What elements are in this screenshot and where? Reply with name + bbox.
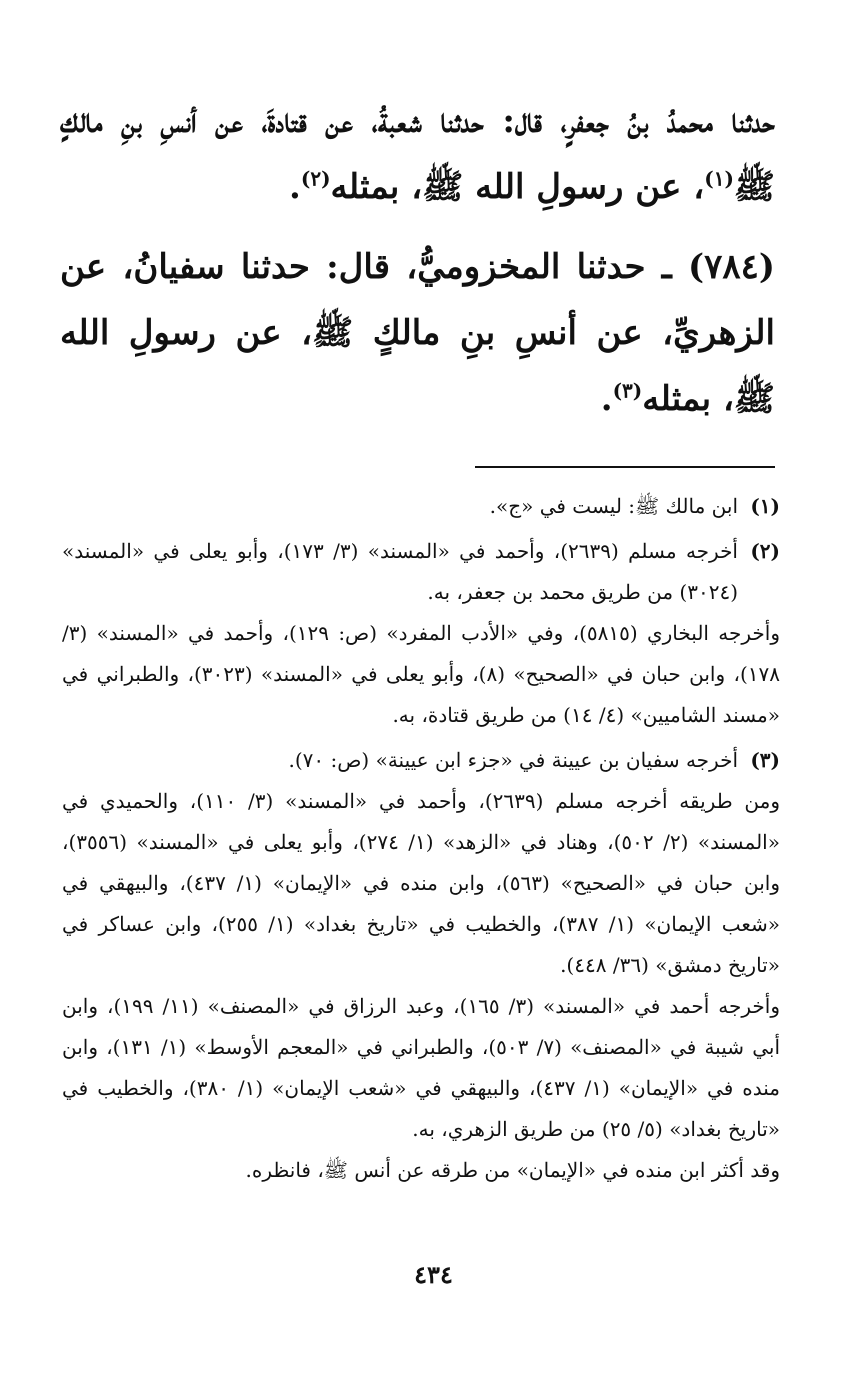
hadith-paragraph-784 bbox=[60, 234, 775, 432]
main-text bbox=[60, 88, 775, 432]
footnote-number: (٢) bbox=[750, 539, 780, 563]
hadith-1-text: حدثنا محمدُ بنُ جعفرٍ، قال: حدثنا شعبةُ، عن قتادةَ، عن أنسِ بنِ مالكٍ ﷺ bbox=[60, 101, 775, 207]
footnotes bbox=[62, 486, 780, 1195]
footnote-number: (١) bbox=[750, 494, 780, 518]
footnote-body bbox=[62, 740, 781, 1191]
footnote-paragraph: وأخرجه أحمد في «المسند» (٣/ ١٦٥)، وعبد الرزاق في «المصنف» (١١/ ١٩٩)، وابن أبي شيبة في «المصنف» (٧/ ٥٠٣)، والطبراني في «المعجم الأوسط» (١/ ١٣١)، وابن منده في «الإيمان» (١/ ٤٣٧)، والبيهقي في «شعب الإيمان» (١/ ٣٨٠)، والخطيب في «تاريخ بغداد» (٥/ ٢٥) من طريق الزهري، به. bbox=[62, 994, 781, 1141]
footnote-3 bbox=[62, 740, 780, 1191]
hadith-1-continuation: ، عن رسولِ الله ﷺ، بمثله bbox=[330, 167, 705, 207]
page-number: ٤٣٤ bbox=[414, 1260, 453, 1289]
hadith-paragraph-1 bbox=[60, 88, 775, 220]
footnote-paragraph: وأخرجه البخاري (٥٨١٥)، وفي «الأدب المفرد» (ص: ١٢٩)، وأحمد في «المسند» (٣/ ١٧٨)، وابن حبان في «الصحيح» (٨)، وأبو يعلى في «المسند» (٣٠٢٣)، والطبراني في «مسند الشاميين» (٤/ ١٤) من طريق قتادة، به. bbox=[62, 621, 780, 727]
footnote-ref-2: (٢) bbox=[300, 166, 331, 191]
footnote-paragraph: أخرجه سفيان بن عيينة في «جزء ابن عيينة» (ص: ٧٠). bbox=[288, 748, 738, 772]
footnote-2 bbox=[62, 531, 780, 736]
footnote-paragraph: وقد أكثر ابن منده في «الإيمان» من طرقه عن أنس ﷺ، فانظره. bbox=[245, 1158, 780, 1182]
footnote-body bbox=[62, 486, 738, 527]
footnote-separator bbox=[475, 466, 775, 468]
hadith-1-end: . bbox=[289, 167, 301, 207]
footnote-ref-1: (١) bbox=[704, 166, 734, 191]
footnote-paragraph: ابن مالك ﷺ: ليست في «ج». bbox=[489, 494, 738, 518]
footnote-ref-3: (٣) bbox=[612, 378, 643, 403]
hadith-784-text: (٧٨٤) ـ حدثنا المخزوميُّ، قال: حدثنا سفيانُ، عن الزهريِّ، عن أنسِ بنِ مالكٍ ﷺ، عن رسولِ الله ﷺ، بمثله bbox=[60, 247, 775, 419]
footnote-paragraph: ومن طريقه أخرجه مسلم (٢٦٣٩)، وأحمد في «المسند» (٣/ ١١٠)، والحميدي في «المسند» (٢/ ٥٠٢)، وهناد في «الزهد» (١/ ٢٧٤)، وأبو يعلى في «المسند» (٣٥٥٦)، وابن حبان في «الصحيح» (٥٦٣)، وابن منده في «الإيمان» (١/ ٤٣٧)، والبيهقي في «شعب الإيمان» (١/ ٣٨٧)، والخطيب في «تاريخ بغداد» (١/ ٢٥٥)، وابن عساكر في «تاريخ دمشق» (٣٦/ ٤٤٨). bbox=[62, 789, 781, 977]
footnote-body bbox=[62, 531, 780, 736]
footnote-paragraph: أخرجه مسلم (٢٦٣٩)، وأحمد في «المسند» (٣/ ١٧٣)، وأبو يعلى في «المسند» (٣٠٢٤) من طريق محمد بن جعفر، به. bbox=[62, 539, 738, 604]
footnote-number: (٣) bbox=[750, 748, 780, 772]
footnote-1 bbox=[62, 486, 780, 527]
hadith-784-end: . bbox=[600, 379, 613, 419]
